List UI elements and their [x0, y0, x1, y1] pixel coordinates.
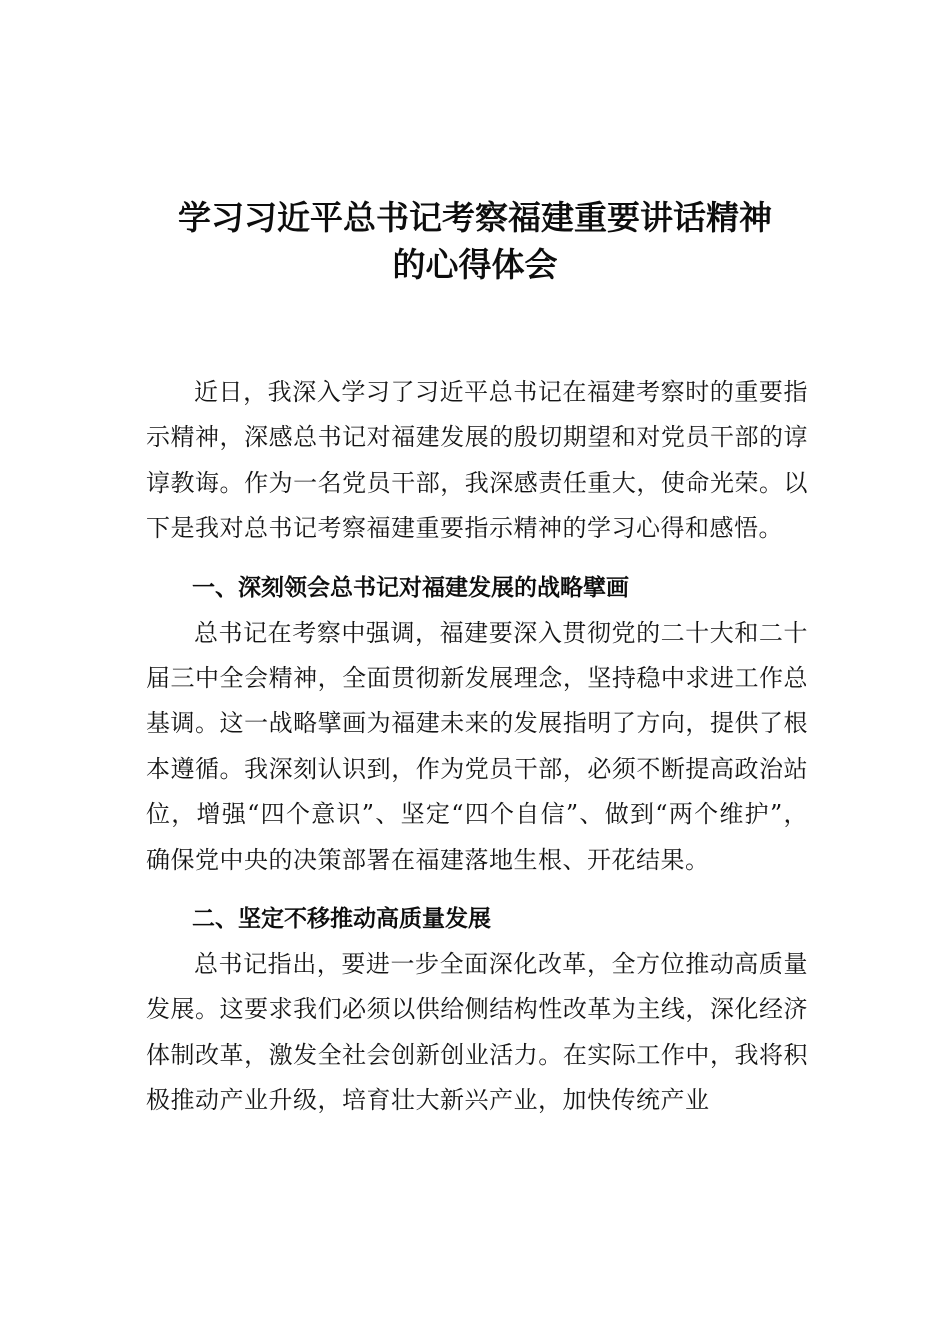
section-heading-2: 二、坚定不移推动高质量发展 — [192, 906, 491, 933]
intro-paragraph: 近日，我深入学习了习近平总书记在福建考察时的重要指示精神，深感总书记对福建发展的殷切期望和对党员干部的谆谆教诲。作为一名党员干部，我深感责任重大，使命光荣。以下是我对总书记考察福建重要指示精神的学习心得和感悟。 — [146, 378, 808, 543]
section-heading-1: 一、深刻领会总书记对福建发展的战略擘画 — [192, 574, 629, 601]
title-line-1: 学习习近平总书记考察福建重要讲话精神 — [178, 198, 772, 237]
document-body — [146, 370, 808, 1124]
title-line-2: 的心得体会 — [392, 245, 558, 284]
section-paragraph-1: 总书记在考察中强调，福建要深入贯彻党的二十大和二十届三中全会精神，全面贯彻新发展理念，坚持稳中求进工作总基调。这一战略擘画为福建未来的发展指明了方向，提供了根本遵循。我深刻认识到，作为党员干部，必须不断提高政治站位，增强“四个意识”、坚定“四个自信”、做到“两个维护”，确保党中央的决策部署在福建落地生根、开花结果。 — [146, 618, 808, 874]
document-title — [120, 194, 830, 288]
section-paragraph-2: 总书记指出，要进一步全面深化改革，全方位推动高质量发展。这要求我们必须以供给侧结构性改革为主线，深化经济体制改革，激发全社会创新创业活力。在实际工作中，我将积极推动产业升级，培育壮大新兴产业，加快传统产业 — [146, 950, 808, 1115]
